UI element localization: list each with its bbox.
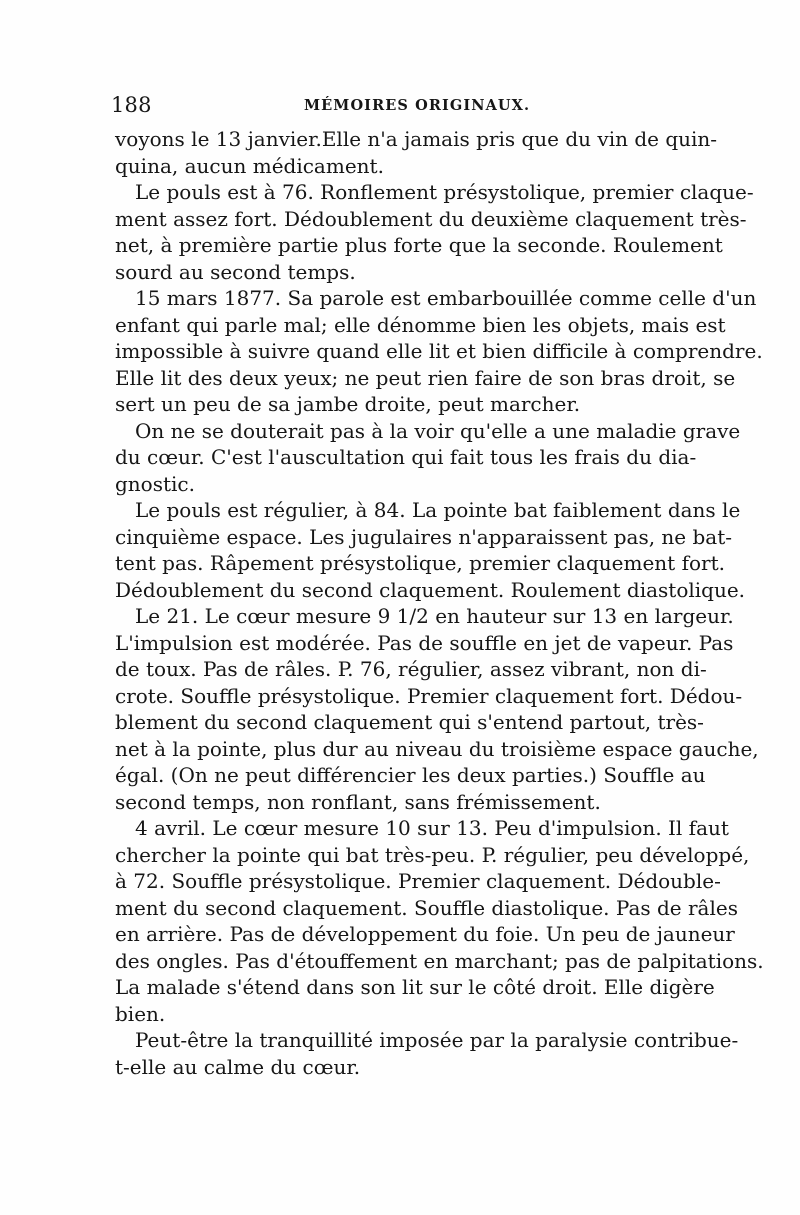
text-line: impossible à suivre quand elle lit et bien difficile à comprendre. — [115, 339, 763, 363]
text-line: La malade s'étend dans son lit sur le côté droit. Elle digère — [115, 975, 715, 999]
text-line: cinquième espace. Les jugulaires n'apparaissent pas, ne bat- — [115, 524, 733, 549]
text-line: égal. (On ne peut différencier les deux parties.) Souffle au — [115, 763, 706, 787]
text-line: enfant qui parle mal; elle dénomme bien les objets, mais est — [115, 312, 726, 337]
text-line: sourd au second temps. — [115, 259, 356, 284]
text-line: en arrière. Pas de développement du foie. Un peu de jauneur — [115, 922, 735, 946]
text-line: bien. — [115, 1001, 166, 1026]
text-line: second temps, non ronflant, sans frémissement. — [115, 789, 601, 814]
text-line: Le pouls est à 76. Ronflement présystolique, premier claque- — [135, 180, 754, 204]
text-line: 15 mars 1877. Sa parole est embarbouillée comme celle d'un — [135, 286, 757, 310]
text-line: gnostic. — [115, 471, 195, 496]
page-number: 188 — [111, 93, 152, 117]
text-line: 4 avril. Le cœur mesure 10 sur 13. Peu d'impulsion. Il faut — [135, 816, 729, 840]
text-line: Le pouls est régulier, à 84. La pointe bat faiblement dans le — [135, 498, 741, 522]
text-line: à 72. Souffle présystolique. Premier claquement. Dédouble- — [115, 869, 721, 893]
text-line: voyons le 13 janvier.Elle n'a jamais pris que du vin de quin- — [115, 127, 718, 151]
running-title: MÉMOIRES ORIGINAUX. — [304, 97, 531, 114]
text-line: du cœur. C'est l'auscultation qui fait tous les frais du dia- — [115, 445, 697, 469]
text-line: blement du second claquement qui s'entend partout, très- — [115, 710, 704, 734]
text-line: des ongles. Pas d'étouffement en marchant; pas de palpitations. — [115, 948, 764, 973]
text-line: quina, aucun médicament. — [115, 153, 384, 178]
text-line: Peut-être la tranquillité imposée par la paralysie contribue- — [135, 1028, 739, 1052]
text-line: net, à première partie plus forte que la seconde. Roulement — [115, 233, 723, 257]
text-line: On ne se douterait pas à la voir qu'elle a une maladie grave — [135, 418, 741, 443]
text-line: t-elle au calme du cœur. — [115, 1054, 361, 1079]
body-text — [115, 126, 764, 1080]
text-line: de toux. Pas de râles. P. 76, régulier, assez vibrant, non di- — [115, 657, 707, 681]
text-line: Le 21. Le cœur mesure 9 1/2 en hauteur sur 13 en largeur. — [135, 604, 734, 628]
text-line: Dédoublement du second claquement. Roulement diastolique. — [115, 577, 746, 602]
text-line: net à la pointe, plus dur au niveau du troisième espace gauche, — [115, 736, 759, 761]
text-line: L'impulsion est modérée. Pas de souffle en jet de vapeur. Pas — [115, 630, 734, 655]
text-line: Elle lit des deux yeux; ne peut rien faire de son bras droit, se — [115, 365, 736, 390]
text-line: chercher la pointe qui bat très-peu. P. régulier, peu développé, — [115, 842, 750, 867]
running-head — [108, 93, 686, 117]
text-line: crote. Souffle présystolique. Premier claquement fort. Dédou- — [115, 683, 743, 708]
text-line: ment du second claquement. Souffle diastolique. Pas de râles — [115, 895, 738, 920]
text-line: ment assez fort. Dédoublement du deuxième claquement très- — [115, 206, 747, 231]
text-line: tent pas. Râpement présystolique, premier claquement fort. — [115, 551, 725, 575]
text-line: sert un peu de sa jambe droite, peut marcher. — [115, 392, 581, 416]
